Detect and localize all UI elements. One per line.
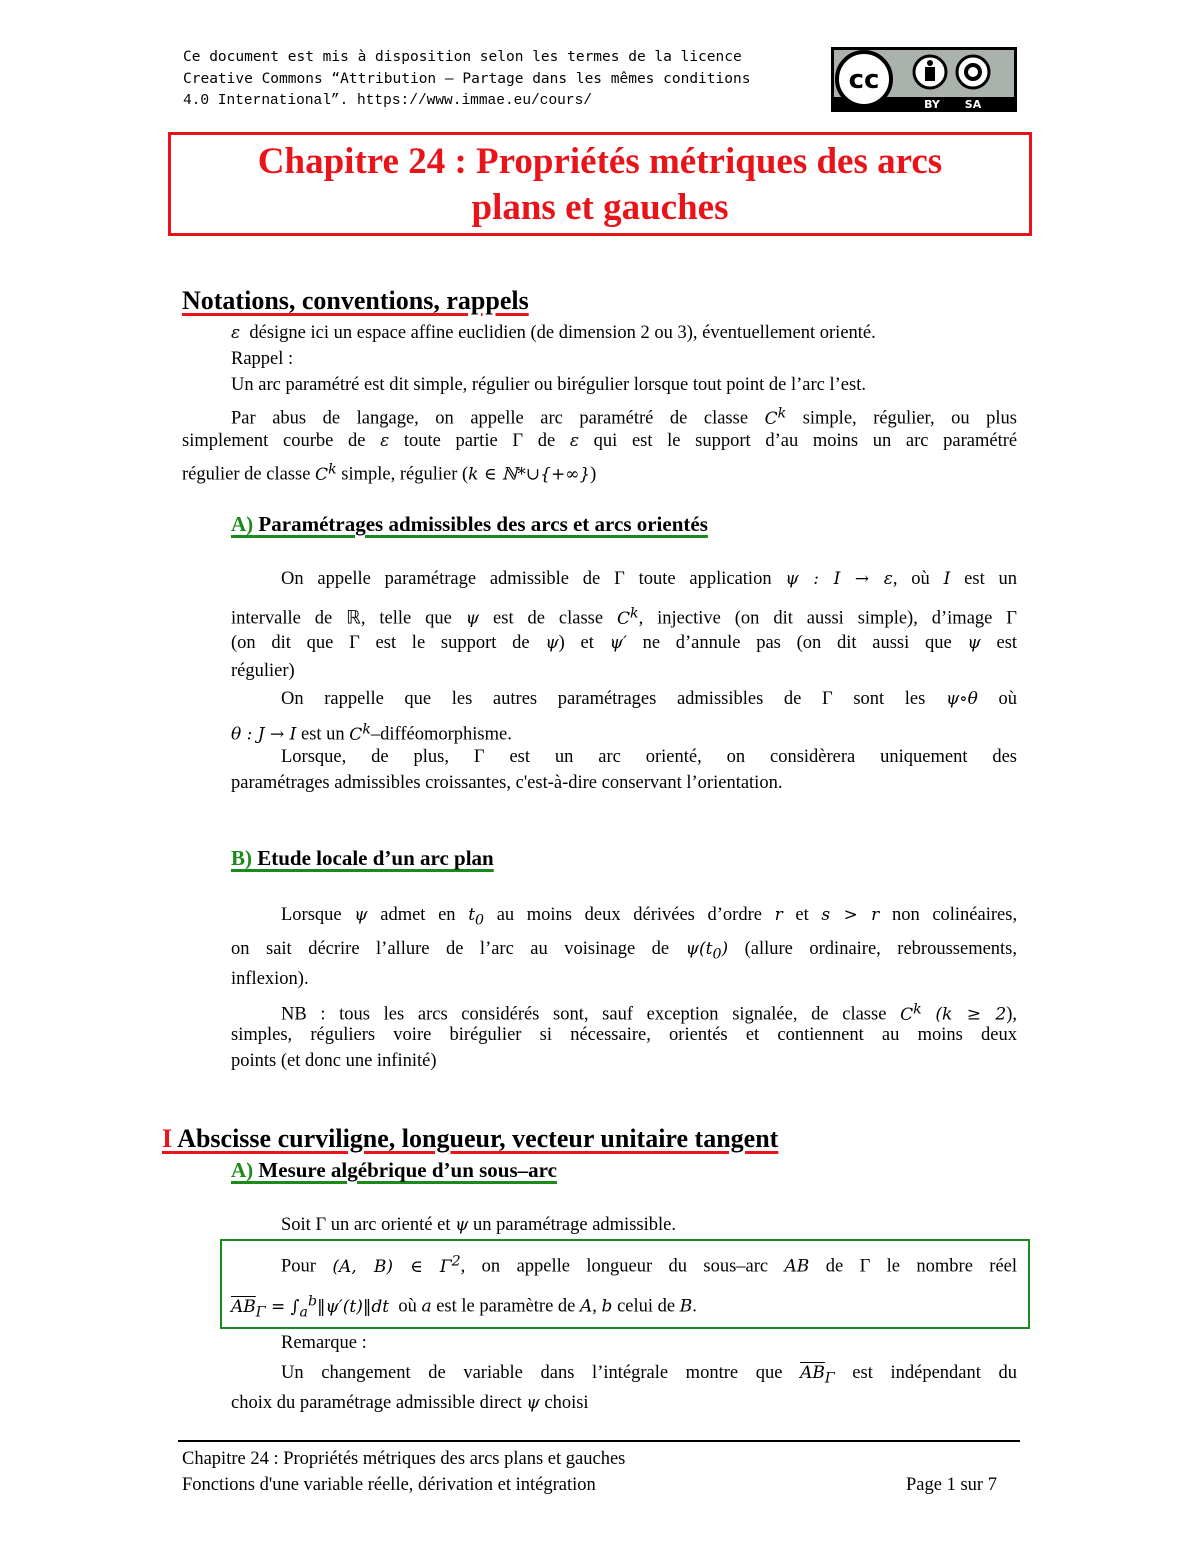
text: (on dit que	[231, 633, 334, 653]
text: où	[398, 1296, 417, 1317]
math-B: B	[679, 1296, 693, 1317]
notations-p4	[231, 400, 1017, 432]
notations-p2: Rappel :	[231, 349, 294, 369]
math-compose: ψ∘θ	[945, 689, 978, 709]
text: Lorsque	[281, 905, 342, 925]
def-l2	[231, 1288, 697, 1325]
sec-a-l8: paramétrages admissibles croissantes, c'est-à-dire conservant l’orientation.	[231, 773, 783, 793]
chapter-title-line-2: plans et gauches	[471, 187, 729, 228]
text: non colinéaires,	[891, 905, 1018, 925]
text: celui de	[617, 1296, 676, 1317]
section-1-heading	[162, 1124, 778, 1154]
math-k-ge-2: (k ≥ 2	[935, 1004, 1007, 1025]
sec-b-l6: points (et donc une infinité)	[231, 1051, 437, 1071]
sec-a-l6	[231, 716, 512, 748]
section-title: Etude locale d’un arc plan	[252, 846, 494, 870]
sec-a-l4: régulier)	[231, 661, 295, 681]
sec-b-l1	[281, 902, 1017, 933]
text: (allure ordinaire, rebroussements,	[744, 939, 1018, 959]
text: de	[537, 431, 556, 451]
chapter-title-box	[168, 132, 1032, 236]
math-ck: $C^k$	[349, 721, 371, 745]
math-psi-map: ψ : I → ε	[785, 569, 893, 589]
math-gamma: Γ	[859, 1256, 871, 1277]
sec-a-l7	[281, 744, 1017, 770]
by-label: BY	[924, 98, 940, 111]
text: sont les	[853, 689, 926, 709]
math-psi-prime: ψ′	[609, 633, 627, 653]
footer-chapter: Chapitre 24 : Propriétés métriques des arcs plans et gauches	[182, 1449, 626, 1469]
notations-p6	[182, 456, 596, 488]
text: Pour	[281, 1256, 316, 1277]
sa-label: SA	[964, 98, 982, 111]
text: régulier de classe	[182, 464, 311, 485]
chapter-title	[171, 139, 1029, 231]
text: où	[998, 689, 1017, 709]
math-ck: $C^k$	[315, 461, 337, 485]
text: Un changement de variable dans l’intégrale montre que	[281, 1363, 783, 1383]
text: et	[795, 905, 809, 925]
footer-rule	[178, 1440, 1020, 1442]
text: Soit	[281, 1215, 311, 1235]
text: On appelle paramétrage admissible de	[281, 569, 601, 589]
cc-by-sa-badge	[831, 47, 1017, 112]
math-r-order: r	[774, 905, 783, 925]
math-ck: $C^k$	[900, 1001, 922, 1025]
math-psi: ψ	[545, 633, 559, 653]
math-gamma: Γ	[315, 1215, 327, 1235]
math-gamma: Γ	[512, 431, 524, 451]
text: est de classe	[493, 608, 604, 629]
remark-l2	[231, 1390, 589, 1416]
text: ) et	[558, 633, 594, 653]
section-b-heading	[231, 846, 494, 871]
math-gamma: Γ	[349, 633, 360, 653]
text: est un	[300, 724, 345, 745]
math-psi-t0: $\psi(t_0)$	[685, 939, 729, 963]
section-title: Abscisse curviligne, longueur, vecteur unitaire tangent	[172, 1124, 779, 1153]
math-a: a	[421, 1296, 432, 1317]
math-psi: ψ	[465, 608, 480, 629]
text: choix du paramétrage admissible direct	[231, 1393, 522, 1413]
math-arc-ab: $\overline{AB}_\Gamma$	[800, 1363, 835, 1387]
license-line-2: Creative Commons “Attribution – Partage dans les mêmes conditions	[183, 71, 751, 87]
text: admet en	[380, 905, 456, 925]
license-line-3: 4.0 International”. https://www.immae.eu/cours/	[183, 93, 592, 109]
section-letter: A)	[231, 1158, 254, 1182]
text: un arc orienté et	[330, 1215, 451, 1235]
text: , telle que	[360, 608, 452, 629]
text: un paramétrage admissible.	[473, 1215, 676, 1235]
section-title: Mesure algébrique d’un sous–arc	[253, 1158, 557, 1182]
math-A: A	[580, 1296, 593, 1317]
sec-b-l5: simples, réguliers voire birégulier si nécessaire, orientés et contiennent au moins deux	[231, 1025, 1017, 1045]
text: choisi	[544, 1393, 589, 1413]
text: est le support de	[375, 633, 530, 653]
text: .	[692, 1296, 697, 1317]
math-gamma: Γ	[822, 689, 833, 709]
text: est	[996, 633, 1018, 653]
def-l1	[281, 1248, 1017, 1280]
sec-a-l3	[231, 630, 1017, 656]
text: est le paramètre de	[436, 1296, 576, 1317]
text: au moins deux dérivées d’ordre	[496, 905, 762, 925]
math-epsilon: ε	[231, 323, 241, 343]
sec-a-l1	[281, 566, 1017, 592]
text: ),	[1006, 1004, 1018, 1025]
text: intervalle de	[231, 608, 333, 629]
sec-1-l1	[281, 1212, 676, 1238]
cc-text: cc	[848, 65, 880, 95]
text: ne d’annule pas (on dit aussi que	[642, 633, 952, 653]
text: est un	[964, 569, 1018, 589]
chapter-title-line-1: Chapitre 24 : Propriétés métriques des arcs	[257, 141, 943, 182]
math-ab-in-gamma2: (A, B) ∈ $\Gamma^2$	[332, 1253, 461, 1277]
text: toute partie	[403, 431, 498, 451]
notations-p1	[231, 320, 876, 346]
section-title: Paramétrages admissibles des arcs et arcs orientés	[253, 512, 708, 536]
remark-l1	[281, 1360, 1017, 1391]
math-t0: $t_0$	[468, 905, 485, 929]
text: désigne ici un espace affine euclidien (de dimension 2 ou 3), éventuellement orienté.	[249, 323, 876, 343]
footer-page-number: Page 1 sur 7	[906, 1475, 997, 1495]
text: NB : tous les arcs considérés sont, sauf exception signalée, de classe	[281, 1004, 887, 1025]
text: simple, régulier (	[341, 464, 469, 485]
cc-logo-icon	[831, 47, 1017, 112]
text: on sait décrire l’allure de l’arc au voisinage de	[231, 939, 670, 959]
text: simple, régulier, ou plus	[802, 408, 1017, 429]
math-gamma: Γ	[473, 747, 485, 767]
math-psi: ψ	[455, 1215, 469, 1235]
math-psi: ψ	[354, 905, 368, 925]
text: qui est le support d’au moins un arc paramétré	[593, 431, 1018, 451]
math-r: ℝ	[346, 608, 361, 629]
notations-p5	[182, 428, 1017, 454]
section-letter: B)	[231, 846, 252, 870]
sec-b-l3: inflexion).	[231, 969, 309, 989]
math-gamma: Γ	[614, 569, 625, 589]
math-epsilon: ε	[569, 431, 579, 451]
text: )	[590, 464, 597, 485]
math-gamma: Γ	[1006, 608, 1017, 629]
math-ck: $C^k$	[764, 405, 787, 429]
footer-course: Fonctions d'une variable réelle, dérivation et intégration	[182, 1475, 596, 1495]
sec-b-l2	[231, 936, 1017, 967]
text: , injective (on dit aussi simple), d’image	[638, 608, 993, 629]
text: est un arc orienté, on considèrera uniquement des	[509, 747, 1018, 767]
license-line-1: Ce document est mis à disposition selon les termes de la licence	[183, 49, 742, 65]
math-psi: ψ	[526, 1393, 540, 1413]
text: le nombre réel	[886, 1256, 1018, 1277]
math-epsilon: ε	[380, 431, 390, 451]
math-theta-map: θ : J → I	[231, 724, 297, 745]
text: , on appelle longueur du sous–arc	[460, 1256, 769, 1277]
text: de	[825, 1256, 844, 1277]
text: Par abus de langage, on appelle arc paramétré de classe	[231, 408, 749, 429]
text: –difféomorphisme.	[370, 724, 512, 745]
section-1a-heading	[231, 1158, 557, 1183]
text: toute application	[638, 569, 772, 589]
math-s-gt-r: s > r	[821, 905, 880, 925]
text: est indépendant du	[852, 1363, 1018, 1383]
math-b: b	[601, 1296, 613, 1317]
sec-a-l2	[231, 600, 1017, 632]
math-ab: AB	[784, 1256, 810, 1277]
section-number: I	[162, 1124, 173, 1153]
section-letter: A)	[231, 512, 254, 536]
sec-a-l5	[281, 686, 1017, 712]
section-a-heading	[231, 512, 708, 537]
math-i: I	[943, 569, 951, 589]
math-kset: k ∈ ℕ*∪{+∞}	[468, 464, 591, 485]
text: On rappelle que les autres paramétrages admissibles de	[281, 689, 802, 709]
math-arc-length: $\overline{AB}_\Gamma$ = $\int_a^b‖\psi'(t)‖dt$	[231, 1293, 390, 1321]
text: ,	[592, 1296, 597, 1317]
notations-heading: Notations, conventions, rappels	[182, 286, 529, 315]
text: , où	[892, 569, 930, 589]
text: simplement courbe de	[182, 431, 366, 451]
license-text	[183, 46, 763, 112]
text: Lorsque, de plus,	[281, 747, 449, 767]
remark-label: Remarque :	[281, 1333, 367, 1353]
notations-p3: Un arc paramétré est dit simple, régulier ou birégulier lorsque tout point de l’arc l’est.	[231, 375, 866, 395]
math-ck: $C^k$	[617, 605, 639, 629]
math-psi: ψ	[967, 633, 981, 653]
